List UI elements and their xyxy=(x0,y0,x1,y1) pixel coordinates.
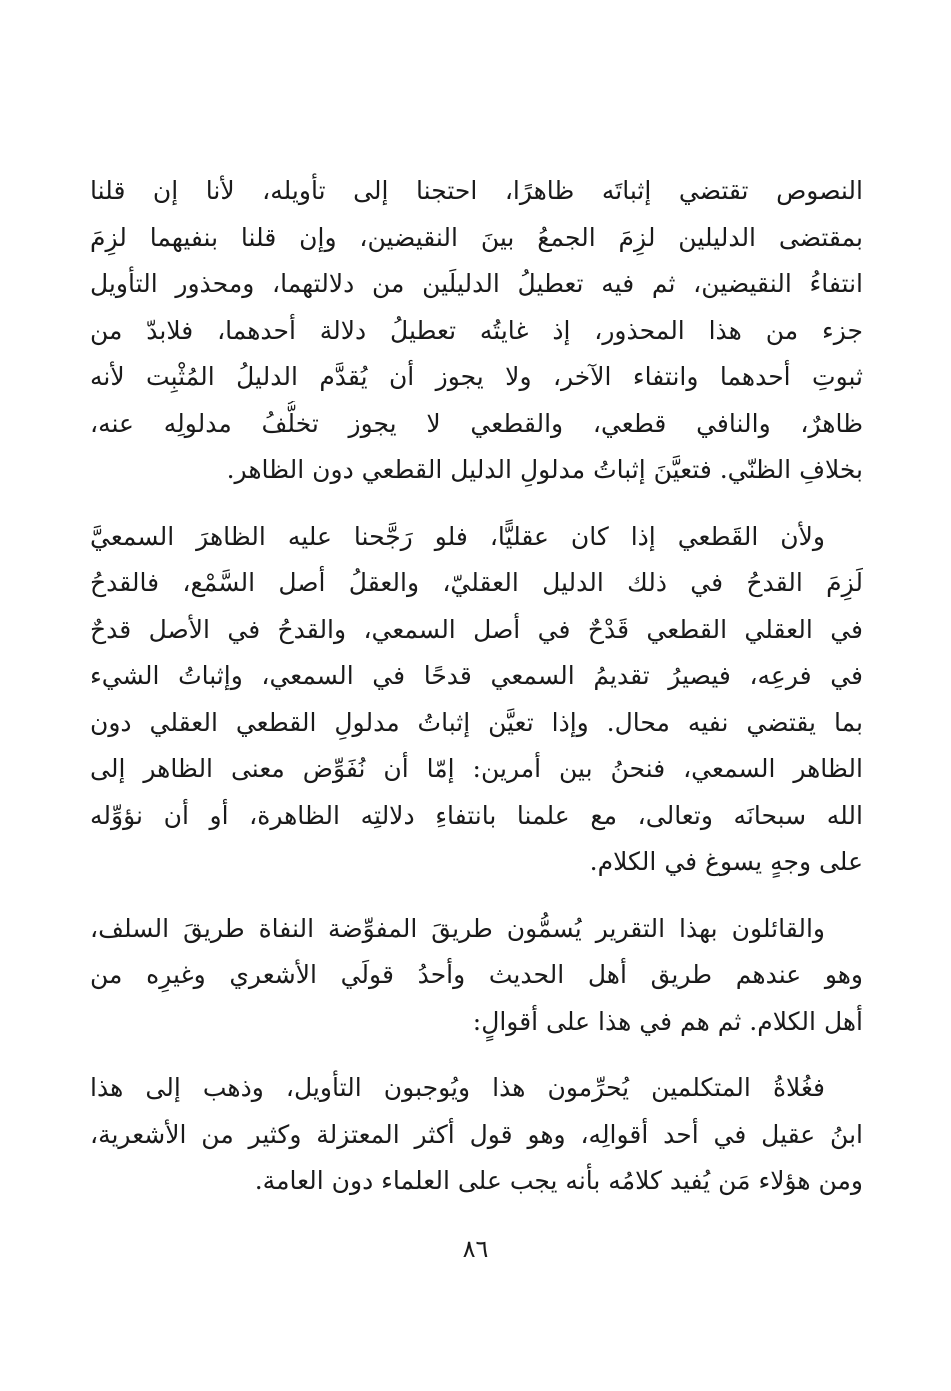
text-line: لَزِمَ القدحُ في ذلك الدليل العقليّ، والعقلُ أصل السَّمْع، فالقدحُ xyxy=(90,568,863,597)
text-line: في العقلي القطعي قَدْحٌ في أصل السمعي، والقدحُ في الأصل قدحٌ xyxy=(90,614,863,644)
text-line: والقائلون بهذا التقرير يُسمُّون طريقَ المفوِّضة النفاة طريقَ السلف، xyxy=(90,913,825,943)
body-text xyxy=(90,168,863,1225)
text-line: انتفاءُ النقيضين، ثم فيه تعطيلُ الدليلَين من دلالتهما، ومحذور التأويل xyxy=(90,269,863,298)
text-line: بمقتضى الدليلين لزِمَ الجمعُ بينَ النقيضين، وإن قلنا بنفيهما لزِمَ xyxy=(90,222,863,252)
text-line: ولأن القَطعي إذا كان عقليًّا، فلو رَجَّحنا عليه الظاهرَ السمعيَّ xyxy=(90,521,825,551)
text-line: بما يقتضي نفيه محال. وإذا تعيَّن إثباتُ مدلولِ القطعي العقلي دون xyxy=(90,707,863,737)
text-line: النصوص تقتضي إثباتَه ظاهرًا، احتجنا إلى تأويله، لأنا إن قلنا xyxy=(90,176,863,205)
text-line: الظاهر السمعي، فنحنُ بين أمرين: إمّا أن نُفَوِّض معنى الظاهر إلى xyxy=(90,754,863,783)
paragraph-3 xyxy=(90,906,863,1046)
paragraph-2 xyxy=(90,514,863,886)
text-line: ظاهرٌ، والنافي قطعي، والقطعي لا يجوز تخلُّفُ مدلولِه عنه، xyxy=(90,408,863,438)
text-line: في فرعِه، فيصيرُ تقديمُ السمعي قدحًا في السمعي، وإثباتُ الشيء xyxy=(90,661,863,690)
text-line: ومن هؤلاء مَن يُفيد كلامُه بأنه يجب على العلماء دون العامة. xyxy=(254,1166,863,1195)
text-line: فغُلاةُ المتكلمين يُحرِّمون هذا ويُوجبون التأويل، وذهب إلى هذا xyxy=(90,1073,825,1102)
page-number: ٨٦ xyxy=(462,1235,489,1263)
text-line: جزء من هذا المحذور، إذ غايتُه تعطيلُ دلالة أحدهما، فلابدّ من xyxy=(90,315,863,345)
paragraph-4 xyxy=(90,1065,863,1205)
text-line: على وجهٍ يسوغ في الكلام. xyxy=(589,847,863,876)
paragraph-1 xyxy=(90,168,863,494)
text-line: ثبوتِ أحدهما وانتفاء الآخر، ولا يجوز أن يُقدَّم الدليلُ المُثْبِت لأنه xyxy=(90,362,863,391)
text-line: الله سبحانَه وتعالى، مع علمنا بانتفاءِ دلالتِه الظاهرة، أو أن نؤوِّله xyxy=(90,800,863,830)
text-line: ابنُ عقيل في أحد أقوالِه، وهو قول أكثر المعتزلة وكثير من الأشعرية، xyxy=(90,1119,863,1149)
text-line: وهو عندهم طريق أهل الحديث وأحدُ قولَي الأشعري وغيرِه من xyxy=(90,960,863,989)
text-line: أهل الكلام. ثم هم في هذا على أقوالٍ: xyxy=(472,1006,863,1036)
text-line: بخلافِ الظنّي. فتعيَّنَ إثباتُ مدلولِ الدليل القطعي دون الظاهر. xyxy=(226,455,863,484)
